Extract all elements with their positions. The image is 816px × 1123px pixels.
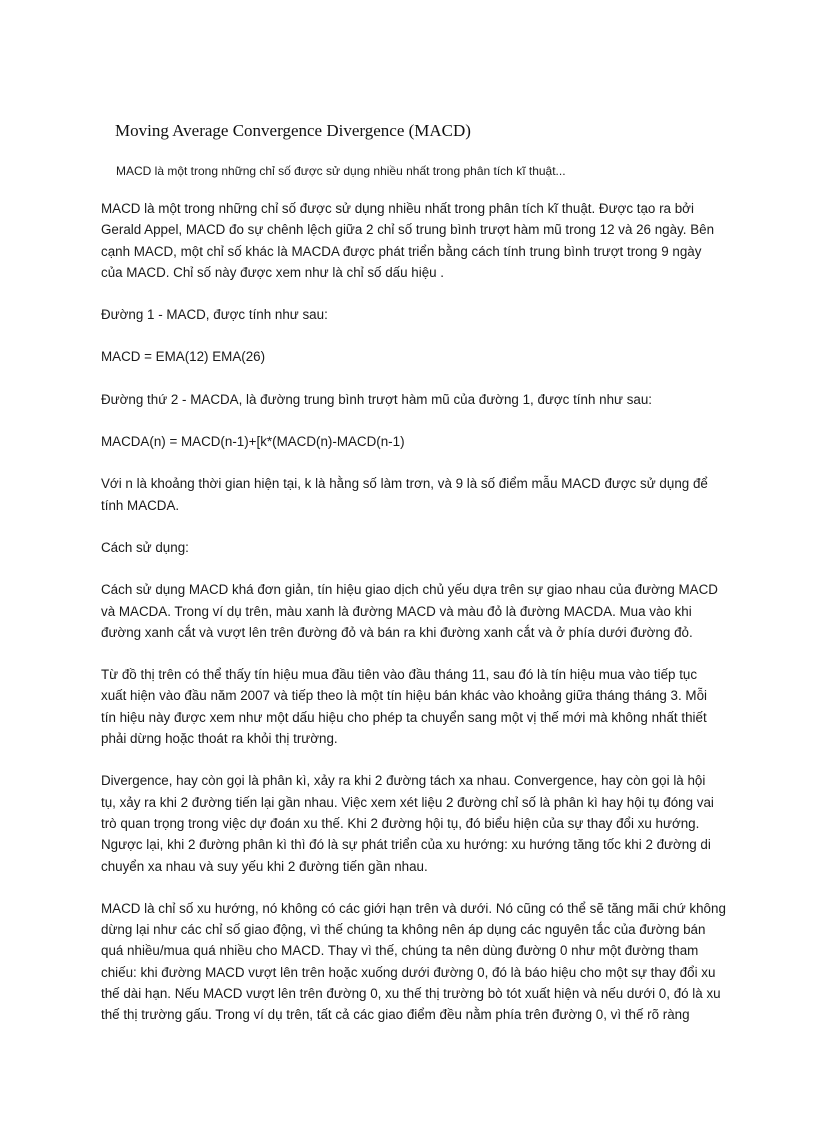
paragraph-line: Cách sử dụng: xyxy=(101,539,189,555)
paragraph-line: MACD = EMA(12) EMA(26) xyxy=(101,349,266,365)
paragraph-line: chuyển xa nhau và suy yếu khi 2 đường tiến gần nhau. xyxy=(101,858,428,874)
paragraph-line: Đường thứ 2 - MACDA, là đường trung bình trượt hàm mũ của đường 1, được tính như sau: xyxy=(101,391,653,407)
paragraph xyxy=(101,304,721,325)
paragraph-line: MACD là chỉ số xu hướng, nó không có các giới hạn trên và dưới. Nó cũng có thể sẽ tăng mãi chứ không xyxy=(101,900,726,916)
paragraph-line: thế thị trường gấu. Trong ví dụ trên, tất cả các giao điểm đều nằm phía trên đường 0, vì thế rõ ràng xyxy=(101,1007,690,1023)
document-summary: MACD là một trong những chỉ số được sử dụng nhiều nhất trong phân tích kĩ thuật... xyxy=(116,164,566,178)
paragraph-line: phải dừng hoặc thoát ra khỏi thị trường. xyxy=(101,731,338,747)
paragraph-line: thế dài hạn. Nếu MACD vượt lên trên đường 0, xu thế thị trường bò tót xuất hiện và nếu dưới 0, đó là xu xyxy=(101,986,721,1002)
paragraph-line: và MACDA. Trong ví dụ trên, màu xanh là đường MACD và màu đỏ là đường MACDA. Mua vào khi xyxy=(101,603,692,619)
paragraph-line: Đường 1 - MACD, được tính như sau: xyxy=(101,307,328,323)
paragraph-line: Divergence, hay còn gọi là phân kì, xảy ra khi 2 đường tách xa nhau. Convergence, hay còn gọi là hội xyxy=(101,773,706,789)
paragraph xyxy=(101,431,721,452)
document-body xyxy=(101,198,726,1047)
paragraph-line: MACD là một trong những chỉ số được sử dụng nhiều nhất trong phân tích kĩ thuật. Được tạo ra bởi xyxy=(101,201,694,216)
paragraph-line: trò quan trọng trong việc dự đoán xu thế. Khi 2 đường hội tụ, đó biểu hiện của sự thay đổi xu hướng. xyxy=(101,815,700,831)
paragraph-line: dừng lại như các chỉ số giao động, vì thế chúng ta không nên áp dụng các nguyên tắc của đường bán xyxy=(101,922,706,938)
paragraph-line: tụ, xảy ra khi 2 đường tiến lại gần nhau. Việc xem xét liệu 2 đường chỉ số là phân kì hay hội tụ đóng vai xyxy=(101,794,714,810)
paragraph-line: Gerald Appel, MACD đo sự chênh lệch giữa 2 chỉ số trung bình trượt hàm mũ trong 12 và 26 ngày. Bên xyxy=(101,222,715,238)
paragraph xyxy=(101,346,721,367)
paragraph-line: Với n là khoảng thời gian hiện tại, k là hằng số làm trơn, và 9 là số điểm mẫu MACD được sử dụng để xyxy=(101,476,708,492)
paragraph-line: tính MACDA. xyxy=(101,497,180,513)
paragraph-line: quá nhiều/mua quá nhiều cho MACD. Thay vì thế, chúng ta nên dùng đường 0 như một đường tham xyxy=(101,943,699,959)
paragraph xyxy=(101,198,721,283)
paragraph-line: Ngược lại, khi 2 đường phân kì thì đó là sự phát triển của xu hướng: xu hướng tăng tốc khi 2 đường di xyxy=(101,837,711,853)
paragraph xyxy=(101,664,721,749)
paragraph-line: MACDA(n) = MACD(n-1)+[k*(MACD(n)-MACD(n-1) xyxy=(101,434,405,450)
paragraph xyxy=(101,579,721,643)
paragraph xyxy=(101,770,721,876)
paragraph-line: của MACD. Chỉ số này được xem như là chỉ số dấu hiệu . xyxy=(101,264,445,280)
paragraph-line: cạnh MACD, một chỉ số khác là MACDA được phát triển bằng cách tính trung bình trượt trong 9 ngày xyxy=(101,243,702,259)
paragraph-line: xuất hiện vào đầu năm 2007 và tiếp theo là một tín hiệu bán khác vào khoảng giữa tháng tháng 3. Mỗi xyxy=(101,688,708,704)
paragraph xyxy=(101,389,721,410)
paragraph-line: Từ đồ thị trên có thể thấy tín hiệu mua đầu tiên vào đầu tháng 11, sau đó là tín hiệu mua vào tiếp tục xyxy=(101,667,698,683)
paragraph xyxy=(101,537,721,558)
document-title: Moving Average Convergence Divergence (MACD) xyxy=(115,121,471,140)
paragraph-line: chiếu: khi đường MACD vượt lên trên hoặc xuống dưới đường 0, đó là báo hiệu cho một sự thay đổi xu xyxy=(101,964,716,980)
paragraph-line: tín hiệu này được xem như một dấu hiệu cho phép ta chuyển sang một vị thế mới mà không nhất thiết xyxy=(101,709,707,725)
paragraph xyxy=(101,473,721,516)
paragraph xyxy=(101,898,726,1026)
paragraph-line: đường xanh cắt và vượt lên trên đường đỏ và bán ra khi đường xanh cắt và ở phía dưới đường đỏ. xyxy=(101,624,693,640)
paragraph-line: Cách sử dụng MACD khá đơn giản, tín hiệu giao dịch chủ yếu dựa trên sự giao nhau của đường MACD xyxy=(101,582,718,598)
